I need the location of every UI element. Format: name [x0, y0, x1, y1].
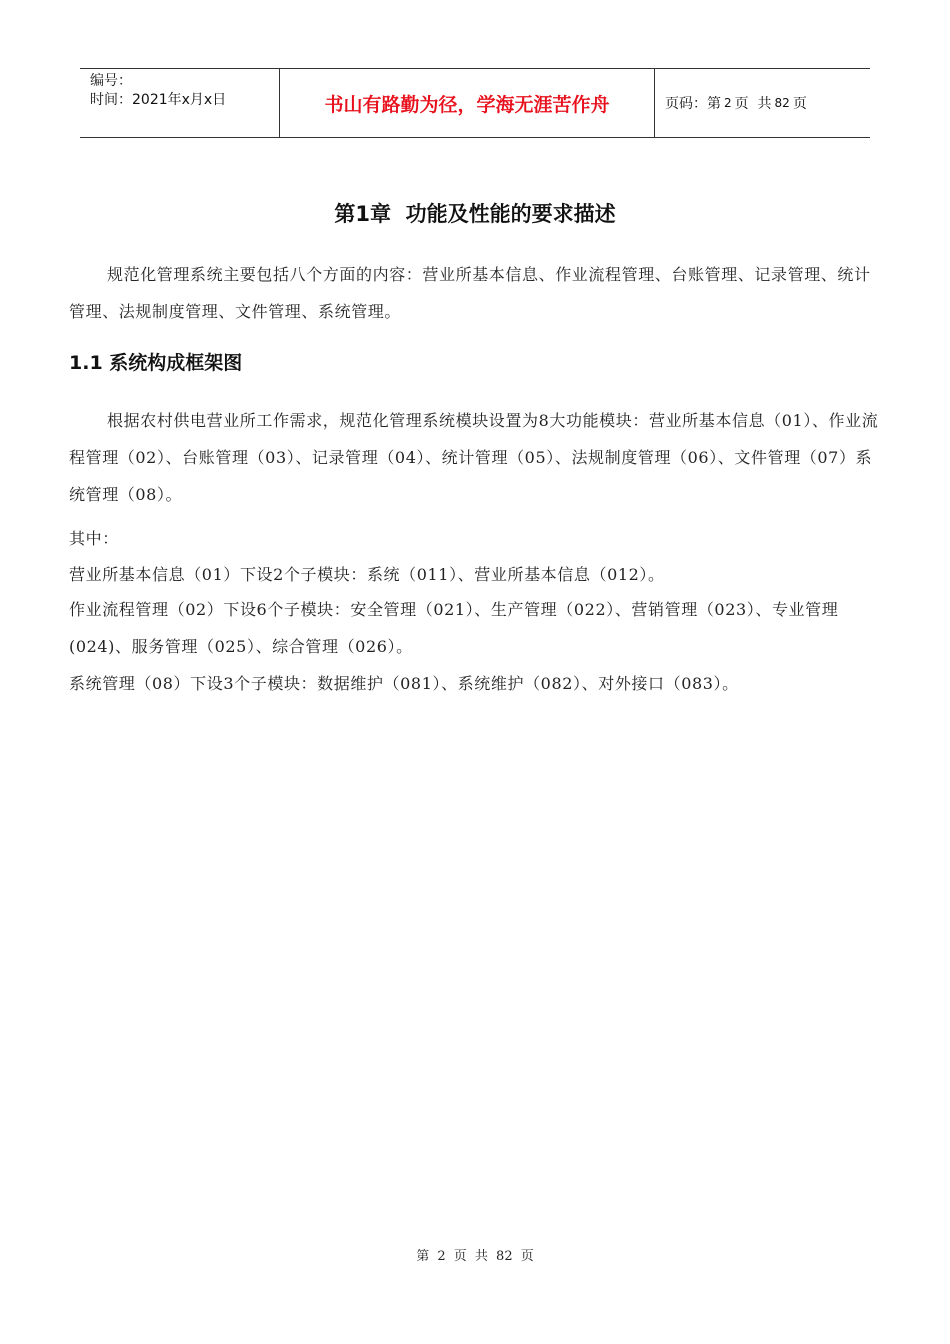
chapter-title: 第1章 功能及性能的要求描述 [334, 202, 616, 226]
submodule-line-01: 营业所基本信息（01）下设2个子模块：系统（011）、营业所基本信息（012）。 [69, 565, 665, 584]
page-total: 82 [774, 96, 790, 110]
submodule-line-08: 系统管理（08）下设3个子模块：数据维护（081）、系统维护（082）、对外接口（083）。 [69, 674, 739, 693]
serial-label: 编号： [90, 73, 132, 89]
section-title: 1.1 系统构成框架图 [69, 352, 243, 374]
intro-paragraph: 规范化管理系统主要包括八个方面的内容：营业所基本信息、作业流程管理、台账管理、记录管理、统计管理、法规制度管理、文件管理、系统管理。 [69, 265, 871, 321]
header-page-info [655, 69, 870, 137]
section-paragraph: 根据农村供电营业所工作需求，规范化管理系统模块设置为8大功能模块：营业所基本信息（01）、作业流程管理（02）、台账管理（03）、记录管理（04）、统计管理（05）、法规制度管理（06）、文件管理（07）系统管理（08）。 [69, 411, 879, 504]
submodule-line-02: 作业流程管理（02）下设6个子模块：安全管理（021）、生产管理（022）、营销管理（023）、专业管理(024)、服务管理（025）、综合管理（026）。 [69, 600, 839, 656]
date-label: 时间：2021年x月x日 [90, 92, 227, 108]
page-mid: 页 共 [734, 96, 772, 112]
page-header [80, 68, 870, 138]
page-suffix: 页 [792, 96, 807, 112]
page-footer: 第 2 页 共 82 页 [416, 1249, 534, 1264]
where-label: 其中： [69, 529, 119, 548]
header-meta [80, 69, 280, 137]
header-motto: 书山有路勤为径，学海无涯苦作舟 [280, 69, 655, 137]
page-prefix: 页码：第 [665, 96, 721, 112]
page-current: 2 [724, 96, 732, 110]
